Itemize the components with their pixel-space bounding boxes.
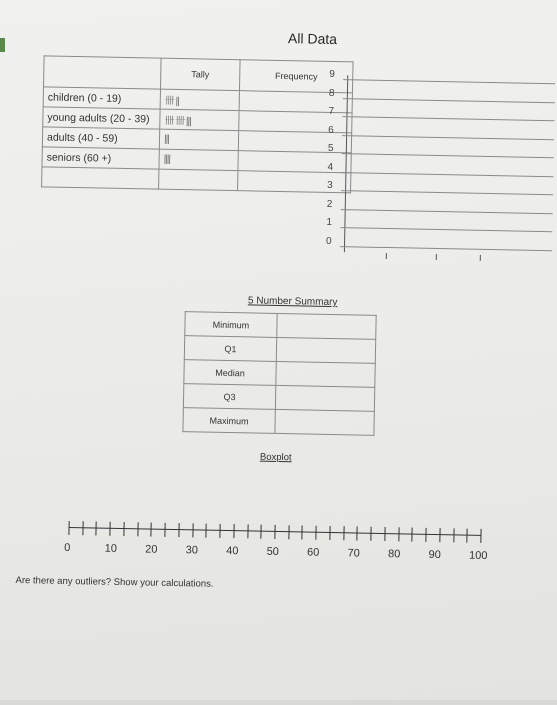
table-row (184, 360, 375, 388)
number-line-tick (343, 526, 344, 540)
row-label: adults (40 - 59) (42, 127, 159, 149)
five-number-summary-table (182, 311, 376, 436)
number-line-tick (123, 522, 124, 536)
y-tick-label: 6 (328, 124, 334, 136)
number-line-tick (110, 522, 111, 536)
number-line-tick (192, 523, 193, 537)
tally-marks: |||| (159, 149, 238, 171)
number-line-tick (178, 523, 179, 537)
five-number-summary-title: 5 Number Summary (247, 295, 338, 309)
tally-marks: 卌 卌 ||| (160, 109, 239, 131)
number-line-tick (329, 526, 330, 540)
grid-line (342, 153, 554, 158)
grid-line (343, 98, 555, 103)
row-label: Median (184, 360, 276, 386)
number-line-tick (151, 523, 152, 537)
number-line-tick (398, 527, 399, 541)
number-line-label: 90 (428, 548, 441, 562)
number-line-tick (480, 529, 481, 543)
number-line-tick (68, 521, 69, 535)
number-line-tick (467, 529, 468, 543)
grid-line (343, 79, 555, 84)
row-label: Maximum (183, 408, 275, 434)
number-line-tick (274, 525, 275, 539)
number-line-label: 50 (266, 545, 279, 559)
number-line-tick (302, 525, 303, 539)
boxplot-number-line (68, 521, 480, 549)
table-row (183, 408, 374, 436)
number-line-tick (370, 527, 371, 541)
y-tick-label: 1 (326, 216, 333, 228)
y-tick-label: 2 (326, 198, 333, 210)
x-axis-tick (386, 253, 387, 259)
y-tick-label: 0 (325, 235, 332, 247)
grid-line (340, 246, 552, 251)
number-line-tick (439, 528, 440, 542)
number-line-tick (316, 526, 317, 540)
number-line-tick (82, 521, 83, 535)
number-line-label: 30 (185, 544, 199, 557)
tally-header-frequency: Frequency (239, 60, 353, 93)
number-line-tick (261, 525, 262, 539)
y-tick-label: 7 (328, 105, 335, 117)
tally-table (41, 55, 353, 193)
grid-line (341, 172, 553, 177)
number-line-tick (165, 523, 166, 537)
number-line-label: 0 (64, 541, 71, 555)
y-tick-label: 9 (329, 68, 335, 81)
grid-line (342, 135, 554, 140)
number-line-label: 40 (226, 545, 239, 558)
value-cell[interactable] (276, 361, 375, 387)
grid-lines (323, 69, 555, 73)
grid-line (341, 209, 553, 214)
grid-line (341, 190, 553, 195)
number-line-label: 70 (347, 547, 360, 560)
number-line-tick (219, 524, 220, 538)
number-line-tick (425, 528, 426, 542)
number-line-label: 10 (104, 542, 118, 555)
value-cell[interactable] (276, 337, 375, 363)
row-label: children (0 - 19) (43, 87, 160, 109)
number-line-tick (412, 528, 413, 542)
number-line-tick (453, 528, 454, 542)
y-axis (344, 75, 348, 252)
table-row (184, 336, 375, 364)
number-line-tick (247, 524, 248, 538)
number-line-label: 80 (387, 548, 401, 561)
boxplot-title: Boxplot (259, 451, 292, 464)
row-label: young adults (20 - 39) (43, 107, 160, 129)
y-tick-label: 3 (327, 179, 333, 191)
value-cell[interactable] (275, 409, 374, 435)
blank-bar-graph (320, 69, 556, 268)
row-label: Q3 (183, 384, 275, 410)
number-line-label: 60 (307, 546, 320, 559)
green-folder-edge (0, 38, 5, 52)
y-tick-label: 8 (328, 87, 335, 99)
page-title: All Data (287, 30, 338, 48)
y-tick-label: 5 (327, 142, 334, 154)
number-line-tick (357, 527, 358, 541)
number-line-label: 100 (468, 549, 488, 563)
number-line-tick (206, 524, 207, 538)
outlier-question: Are there any outliers? Show your calculations. (15, 574, 214, 590)
number-line-tick (384, 527, 385, 541)
row-label: Minimum (185, 312, 277, 338)
y-tick-label: 4 (327, 161, 334, 173)
tally-marks: ||| (159, 129, 238, 151)
tally-header-tally: Tally (160, 58, 240, 91)
row-label: seniors (60 +) (42, 147, 159, 169)
grid-line (340, 227, 552, 232)
table-row (185, 312, 376, 340)
tally-header-blank (44, 56, 162, 89)
value-cell[interactable] (277, 313, 376, 339)
number-line-tick (288, 525, 289, 539)
grid-line (342, 116, 554, 121)
number-line-label: 20 (145, 543, 158, 556)
row-label: Q1 (184, 336, 276, 362)
table-row (183, 384, 374, 412)
x-axis-tick (436, 254, 437, 260)
tally-marks: 卌 || (160, 89, 239, 111)
x-axis-tick (480, 255, 481, 261)
number-line-tick (233, 524, 234, 538)
value-cell[interactable] (275, 385, 374, 411)
number-line-tick (96, 522, 97, 536)
number-line-tick (137, 522, 138, 536)
